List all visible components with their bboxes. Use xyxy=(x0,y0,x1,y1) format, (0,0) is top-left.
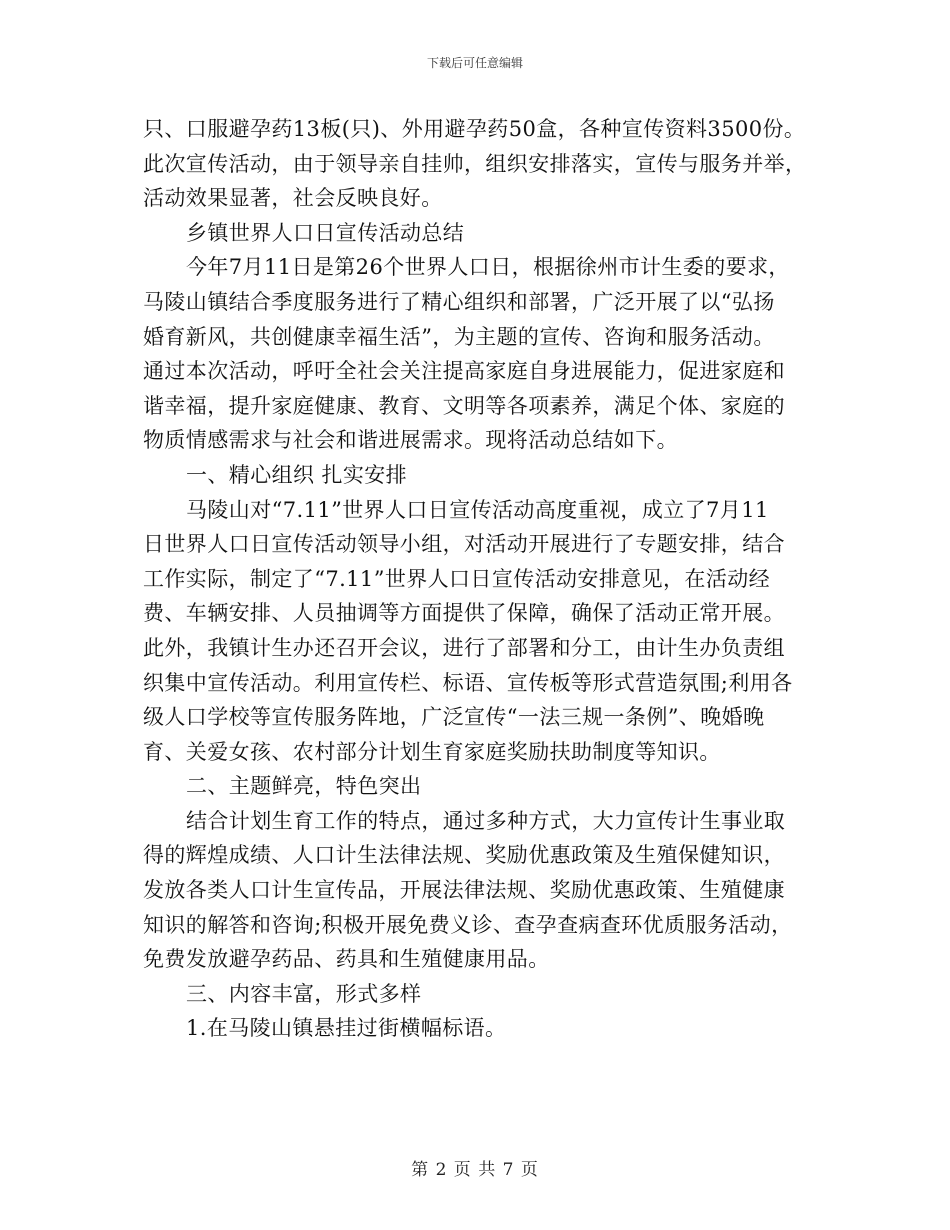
section-title: 乡镇世界人口日宣传活动总结 xyxy=(186,220,465,245)
section-heading: 一、精心组织 扎实安排 xyxy=(186,462,408,487)
body-line: 物质情感需求与社会和谐进展需求。现将活动总结如下。 xyxy=(143,428,678,453)
section-heading: 二、主题鲜亮，特色突出 xyxy=(186,774,422,799)
body-line: 得的辉煌成绩、人口计生法律法规、奖励优惠政策及生殖保健知识， xyxy=(143,843,785,868)
body-line: 此外，我镇计生办还召开会议，进行了部署和分工，由计生办负责组 xyxy=(143,635,785,660)
body-line: 马陵山对“7.11”世界人口日宣传活动高度重视，成立了7月11 xyxy=(186,497,769,522)
body-line: 发放各类人口计生宣传品，开展法律法规、奖励优惠政策、生殖健康 xyxy=(143,878,785,903)
body-line: 婚育新风，共创健康幸福生活”，为主题的宣传、咨询和服务活动。 xyxy=(143,324,775,349)
section-heading: 三、内容丰富，形式多样 xyxy=(186,981,422,1006)
page-number: 第 2 页 共 7 页 xyxy=(411,1160,539,1180)
body-line: 工作实际，制定了“7.11”世界人口日宣传活动安排意见，在活动经 xyxy=(143,566,771,591)
body-line: 谐幸福，提升家庭健康、教育、文明等各项素养，满足个体、家庭的 xyxy=(143,393,785,418)
list-item: 1.在马陵山镇悬挂过街横幅标语。 xyxy=(186,1016,507,1041)
body-line: 此次宣传活动，由于领导亲自挂帅，组织安排落实，宣传与服务并举， xyxy=(143,151,807,176)
body-line: 结合计划生育工作的特点，通过多种方式，大力宣传计生事业取 xyxy=(186,808,786,833)
body-line: 只、口服避孕药13板(只)、外用避孕药50盒，各种宣传资料3500份。 xyxy=(143,117,806,141)
body-line: 马陵山镇结合季度服务进行了精心组织和部署，广泛开展了以“弘扬 xyxy=(143,289,775,314)
body-line: 级人口学校等宣传服务阵地，广泛宣传“一法三规一条例”、晚婚晚 xyxy=(143,705,765,730)
body-line: 日世界人口日宣传活动领导小组，对活动开展进行了专题安排，结合 xyxy=(143,532,785,557)
body-line: 通过本次活动，呼吁全社会关注提高家庭自身进展能力，促进家庭和 xyxy=(143,359,785,384)
header-note: 下载后可任意编辑 xyxy=(426,56,523,70)
body-line: 织集中宣传活动。利用宣传栏、标语、宣传板等形式营造氛围;利用各 xyxy=(143,670,793,695)
body-line: 育、关爱女孩、农村部分计划生育家庭奖励扶助制度等知识。 xyxy=(143,739,721,764)
document-body xyxy=(143,112,810,1046)
body-line: 知识的解答和咨询;积极开展免费义诊、查孕查病查环优质服务活动， xyxy=(143,912,793,937)
body-line: 今年7月11日是第26个世界人口日，根据徐州市计生委的要求， xyxy=(186,255,790,280)
body-line: 免费发放避孕药品、药具和生殖健康用品。 xyxy=(143,947,550,972)
body-line: 费、车辆安排、人员抽调等方面提供了保障，确保了活动正常开展。 xyxy=(143,601,785,626)
body-line: 活动效果显著，社会反映良好。 xyxy=(143,186,443,211)
